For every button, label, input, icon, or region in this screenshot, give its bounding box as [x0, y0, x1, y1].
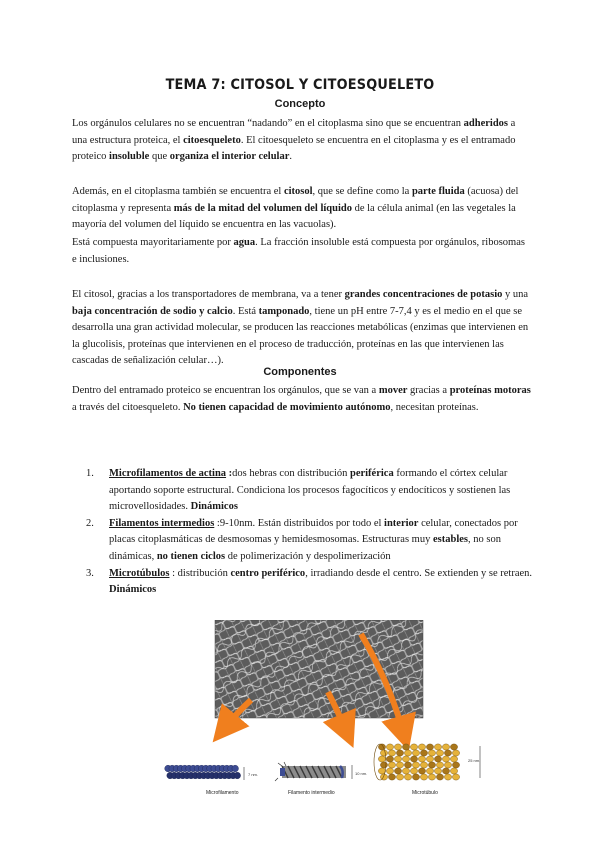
bold-term: citoesqueleto: [183, 134, 241, 146]
tubulin-dimer: [388, 774, 395, 780]
text-run: celular, conectados por placas citoplasmáticas de desmosomas y hemidesmosomas. Estructuras muy: [109, 517, 518, 546]
tubulin-dimer: [388, 762, 395, 768]
tubulin-dimer: [434, 744, 441, 750]
list-item: [72, 566, 532, 599]
tubulin-dimer: [394, 756, 401, 762]
microtubule-dim-label: 25 nm.: [468, 758, 481, 763]
microfilament-dim-label: 7 nm.: [248, 772, 259, 777]
text-run: , necesitan proteínas.: [390, 401, 479, 413]
tubulin-dimer: [396, 762, 403, 768]
tubulin-dimer: [436, 774, 443, 780]
text-run: dos hebras con distribución: [232, 468, 350, 479]
microtubule-dimension: [468, 746, 480, 778]
bold-term: organiza el interior celular: [169, 151, 290, 163]
tubulin-dimer: [396, 750, 403, 756]
bold-term: Dinámicos: [190, 501, 238, 513]
list-item-text: [109, 468, 510, 512]
tubulin-dimer: [426, 768, 433, 774]
tubulin-dimer: [426, 744, 433, 750]
tubulin-dimer: [412, 762, 419, 768]
bold-term: periférica: [349, 468, 394, 479]
text-run: Está compuesta mayoritariamente por: [72, 237, 234, 248]
cytoskeleton-figure: [156, 620, 496, 800]
tubulin-dimer: [404, 750, 411, 756]
tubulin-dimer: [404, 774, 411, 780]
list-item-text: [109, 518, 518, 562]
bold-term: estables: [432, 534, 468, 546]
tubulin-dimer: [404, 762, 411, 768]
tubulin-dimer: [410, 768, 417, 774]
text-run: , tiene un pH entre 7-7,4 y es el medio en el que se desarrolla una gran actividad molecular, se producen las reacciones metabólicas (enzimas que intervienen en la glucolisis, proteínas que intervienen en el proceso de traducción, proteínas en las que intervienen las cascadas de señalización celular…).: [72, 305, 529, 367]
bold-term: Dinámicos: [109, 584, 157, 596]
tubulin-dimer: [442, 744, 449, 750]
tubulin-dimer: [444, 762, 451, 768]
microtubule-drawing: [374, 744, 460, 780]
section-heading-componentes: Componentes: [263, 366, 337, 378]
bold-term: centro periférico: [230, 567, 306, 579]
text-run: gracias a: [407, 385, 450, 396]
text-run: de la célula animal (en las vegetales la mayoría del volumen del líquido se encuentra en las vacuolas).: [72, 202, 516, 231]
microfilament-drawing: [165, 765, 241, 779]
tubulin-dimer: [428, 750, 435, 756]
intermediate-dimension: [352, 765, 367, 779]
list-number: 1.: [86, 468, 94, 479]
tubulin-dimer: [410, 756, 417, 762]
paragraph-ions: [72, 287, 532, 370]
bold-term: proteínas motoras: [449, 385, 531, 396]
tubulin-dimer: [428, 774, 435, 780]
bold-term: más de la mitad del volumen del líquido: [173, 202, 352, 214]
bold-term: mover: [378, 385, 408, 396]
paragraph-components-intro: [72, 383, 532, 416]
caption-intermediate: Filamento intermedio: [288, 790, 335, 796]
tubulin-dimer: [420, 774, 427, 780]
actin-monomer: [234, 772, 241, 779]
text-run: Además, en el citoplasma también se encuentra el: [72, 186, 284, 197]
tubulin-dimer: [434, 768, 441, 774]
bold-term: tamponado: [258, 305, 310, 317]
list-item-text: [109, 568, 532, 596]
tubulin-dimer: [388, 750, 395, 756]
tubulin-dimer: [452, 762, 459, 768]
bold-term: No tienen capacidad de movimiento autónomo: [183, 401, 391, 413]
text-run: El citosol, gracias a los transportadores de membrana, va a tener: [72, 289, 345, 300]
bold-term: citosol: [283, 186, 313, 197]
tubulin-dimer: [380, 762, 387, 768]
text-run: formando el córtex celular aportando soporte estructural. Condiciona los procesos fagocíticos y endocíticos y sostienen las microvellosidades.: [109, 468, 511, 513]
bold-term: grandes concentraciones de potasio: [344, 289, 503, 300]
tubulin-dimer: [442, 756, 449, 762]
tubulin-dimer: [436, 750, 443, 756]
bold-term: interior: [384, 517, 419, 529]
bold-term: Microfilamentos de actina: [109, 468, 227, 479]
paragraph-intro: [72, 116, 532, 166]
text-run: y una: [502, 289, 529, 300]
microfilament-dimension: [244, 767, 258, 780]
intermediate-filament-drawing: [275, 762, 346, 781]
actin-monomer: [232, 765, 239, 772]
tubulin-dimer: [418, 768, 425, 774]
text-run: : distribución: [169, 567, 231, 579]
tubulin-dimer: [412, 774, 419, 780]
section-heading-concepto: Concepto: [274, 98, 326, 110]
tubulin-dimer: [410, 744, 417, 750]
tubulin-dimer: [420, 762, 427, 768]
tubulin-dimer: [412, 750, 419, 756]
tubulin-dimer: [378, 756, 385, 762]
bold-term: parte fluida: [411, 186, 465, 197]
caption-microtubule: Microtúbulo: [412, 790, 438, 796]
tubulin-dimer: [450, 768, 457, 774]
tubulin-dimer: [450, 756, 457, 762]
text-run: (acuosa) del citoplasma y representa: [72, 186, 519, 214]
text-run: , que se define como la: [312, 186, 412, 197]
list-item: [72, 516, 532, 566]
tubulin-dimer: [420, 750, 427, 756]
tubulin-dimer: [386, 768, 393, 774]
tubulin-dimer: [394, 744, 401, 750]
tubulin-dimer: [380, 750, 387, 756]
bold-term: no tienen ciclos: [156, 550, 226, 562]
tubulin-dimer: [444, 750, 451, 756]
tubulin-dimer: [436, 762, 443, 768]
tubulin-dimer: [418, 756, 425, 762]
text-run: a través del citoesqueleto.: [72, 401, 184, 413]
tubulin-dimer: [428, 762, 435, 768]
text-run: Dentro del entramado proteico se encuentran los orgánulos, que se van a: [72, 385, 379, 396]
intermediate-dim-label: 10 nm.: [355, 771, 368, 776]
tubulin-dimer: [444, 774, 451, 780]
text-run: , no son dinámicas,: [109, 534, 501, 562]
list-item: [72, 466, 532, 516]
bold-term: Filamentos intermedios: [109, 517, 215, 529]
caption-microfilament: Microfilamento: [206, 790, 239, 796]
text-run: , irradiando desde el centro. Se extienden y se retraen.: [305, 567, 533, 579]
bold-term: adheridos: [463, 118, 509, 129]
paragraph-composition: [72, 235, 532, 268]
tubulin-dimer: [396, 774, 403, 780]
bold-term: :: [226, 468, 233, 479]
text-run: que: [149, 151, 170, 163]
page-title: TEMA 7: CITOSOL Y CITOESQUELETO: [165, 77, 435, 93]
tubulin-dimer: [418, 744, 425, 750]
component-list: [72, 466, 532, 599]
list-number: 2.: [86, 517, 94, 529]
text-run: de polimerización y despolimerización: [225, 550, 391, 562]
text-run: :9-10nm. Están distribuidos por todo el: [214, 517, 385, 529]
tubulin-dimer: [452, 774, 459, 780]
tubulin-dimer: [386, 744, 393, 750]
tubulin-dimer: [402, 744, 409, 750]
text-run: . La fracción insoluble está compuesta por orgánulos, ribosomas e inclusiones.: [72, 237, 525, 265]
paragraph-citosol: [72, 184, 532, 234]
tubulin-dimer: [442, 768, 449, 774]
text-run: .: [289, 151, 293, 163]
tubulin-dimer: [426, 756, 433, 762]
text-run: . El citoesqueleto se encuentra en el citoplasma y es el entramado proteico: [72, 134, 516, 163]
text-run: . Está: [232, 305, 259, 317]
bold-term: insoluble: [109, 151, 150, 163]
tubulin-dimer: [394, 768, 401, 774]
text-run: Los orgánulos celulares no se encuentran “nadando” en el citoplasma sino que se encuentran: [72, 118, 464, 129]
bold-term: agua: [233, 237, 256, 248]
tubulin-dimer: [402, 756, 409, 762]
tubulin-dimer: [452, 750, 459, 756]
tubulin-dimer: [386, 756, 393, 762]
tubulin-dimer: [402, 768, 409, 774]
tubulin-dimer: [450, 744, 457, 750]
bold-term: baja concentración de sodio y calcio: [72, 305, 233, 317]
tubulin-dimer: [434, 756, 441, 762]
text-run: a una estructura proteica, el: [72, 118, 516, 146]
list-number: 3.: [86, 567, 94, 579]
bold-term: Microtúbulos: [109, 567, 170, 579]
